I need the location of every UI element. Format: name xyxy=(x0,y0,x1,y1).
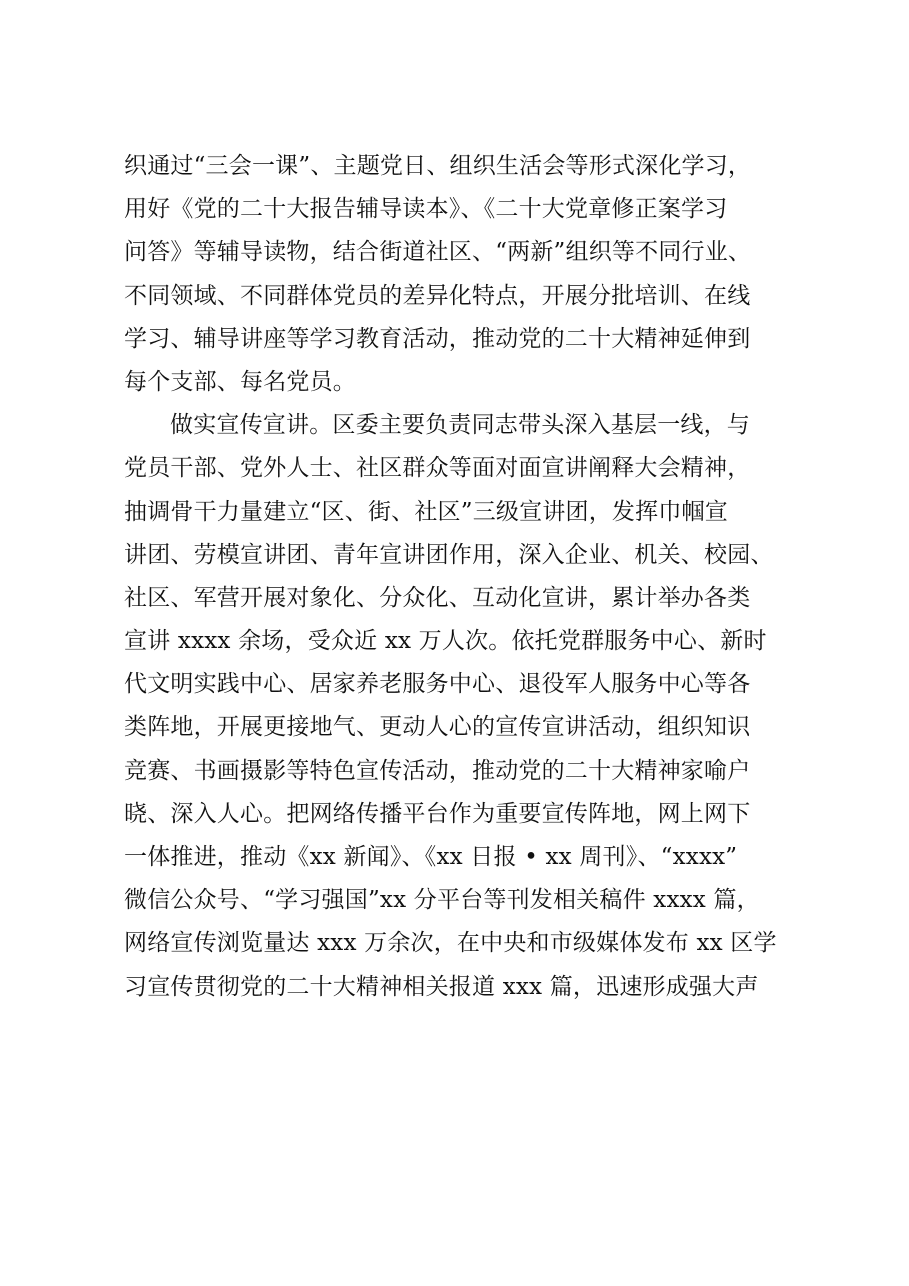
text-line: 微信公众号、“学习强国”xx 分平台等刊发相关稿件 xxxx 篇， xyxy=(124,887,760,914)
text-line: 问答》等辅导读物，结合街道社区、“两新”组织等不同行业、 xyxy=(124,239,752,266)
text-line: 讲团、劳模宣讲团、青年宣讲团作用，深入企业、机关、校园、 xyxy=(124,541,774,568)
text-line: 每个支部、每名党员。 xyxy=(124,368,356,395)
text-line: 宣讲 xxxx 余场，受众近 xx 万人次。依托党群服务中心、新时 xyxy=(124,628,767,655)
text-line: 竞赛、书画摄影等特色宣传活动，推动党的二十大精神家喻户 xyxy=(124,757,751,784)
text-line: 织通过“三会一课”、主题党日、组织生活会等形式深化学习， xyxy=(124,153,752,179)
text-line: 党员干部、党外人士、社区群众等面对面宣讲阐释大会精神， xyxy=(124,455,751,482)
text-line: 学习、辅导讲座等学习教育活动，推动党的二十大精神延伸到 xyxy=(124,325,751,352)
text-line: 用好《党的二十大报告辅导读本》、《二十大党章修正案学习 xyxy=(124,196,728,223)
paragraph-1 xyxy=(124,145,814,404)
text-line: 做实宣传宣讲。区委主要负责同志带头深入基层一线，与 xyxy=(170,412,750,439)
text-line: 社区、军营开展对象化、分众化、互动化宣讲，累计举办各类 xyxy=(124,584,751,611)
text-line: 抽调骨干力量建立“区、街、社区”三级宣讲团，发挥巾帼宣 xyxy=(124,498,728,525)
text-line: 习宣传贯彻党的二十大精神相关报道 xxx 篇，迅速形成强大声 xyxy=(124,973,759,1000)
text-line: 不同领域、不同群体党员的差异化特点，开展分批培训、在线 xyxy=(124,282,751,309)
paragraph-2 xyxy=(124,404,814,1009)
text-line: 网络宣传浏览量达 xxx 万余次，在中央和市级媒体发布 xx 区学 xyxy=(124,930,777,957)
text-line: 晓、深入人心。把网络传播平台作为重要宣传阵地，网上网下 xyxy=(124,800,751,827)
body-text xyxy=(124,145,814,1009)
text-line: 代文明实践中心、居家养老服务中心、退役军人服务中心等各 xyxy=(124,671,751,698)
text-line: 一体推进，推动《xx 新闻》、《xx 日报 • xx 周刊》、“xxxx” xyxy=(124,844,738,870)
text-line: 类阵地，开展更接地气、更动人心的宣传宣讲活动，组织知识 xyxy=(124,714,751,741)
